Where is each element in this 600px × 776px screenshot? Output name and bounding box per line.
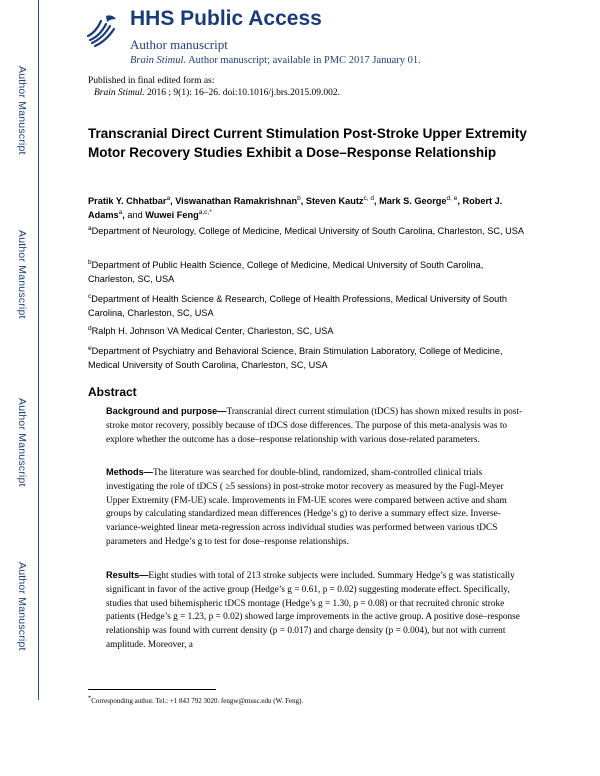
header-subtitle: Author manuscript bbox=[130, 37, 228, 52]
hhs-eagle-logo-icon bbox=[82, 10, 122, 50]
sidebar-label: Author Manuscript bbox=[16, 562, 28, 651]
affiliation: $^b$Department of Public Health Science, College of Medicine, Medical University of South Carolina, Charleston, SC, USA bbox=[88, 258, 484, 284]
author-name: Steven Kautz bbox=[305, 196, 364, 206]
abstract-background: Background and purpose—Transcranial direct current stimulation (tDCS) has shown mixed results in post-stroke motor recovery, possibly because of tDCS dose differences. The purpose of this meta-analysis was to explore whether the outcome has a dose–response relationship with various dose-related parameters. bbox=[106, 406, 523, 445]
affiliation: $^d$Ralph H. Johnson VA Medical Center, Charleston, SC, USA bbox=[88, 324, 334, 336]
author-name: Robert J. Adams bbox=[88, 196, 503, 220]
page-title: Transcranial Direct Current Stimulation Post-Stroke Upper Extremity Motor Recovery Studies Exhibit a Dose–Response Relationship bbox=[88, 126, 527, 160]
sidebar-label: Author Manuscript bbox=[16, 398, 28, 487]
affiliation: $^e$Department of Psychiatry and Behavioral Science, Brain Stimulation Laboratory, College of Medicine, Medical University of South Carolina, Charleston, SC, USA bbox=[88, 344, 503, 370]
sidebar-label: Author Manuscript bbox=[16, 66, 28, 155]
journal-availability: Brain Stimul. Author manuscript; available in PMC 2017 January 01. bbox=[130, 55, 421, 66]
author-name: Mark S. George bbox=[379, 196, 447, 206]
author-name: Pratik Y. Chhatbar bbox=[88, 196, 167, 206]
footnote-divider bbox=[88, 689, 216, 690]
abstract-heading: Abstract bbox=[88, 385, 137, 399]
affiliation: $^c$Department of Health Science & Research, College of Health Professions, Medical University of South Carolina, Charleston, SC, USA bbox=[88, 292, 507, 318]
publication-info: Published in final edited form as: Brain Stimul. 2016 ; 9(1): 16–26. doi:10.1016/j.brs.2015.09.002. bbox=[88, 76, 340, 98]
sidebar-divider bbox=[38, 0, 39, 700]
abstract-methods: Methods—The literature was searched for double-blind, randomized, sham-controlled clinical trials investigating the role of tDCS ( ≥5 sessions) in post-stroke motor recovery as measured by the Fugl-Meyer Upper Extremity (FM-UE) scale. Improvements in FM-UE scores were compared between active and sham groups by calculating standardized mean differences (Hedge’s g) to derive a summary effect size. Inverse-variance-weighted linear meta-regression across individual studies was performed between various tDCS parameters and Hedge’s g to test for dose–response relationships. bbox=[106, 467, 507, 547]
author-list: Pratik Y. Chhatbar$^a$, Viswanathan Ramakrishnan$^b$, Steven Kautz$^{c, d}$, Mark S. George$^{d, e}$, Robert J. Adams$^a$, and Wuwei Feng$^{a,c,*}$ bbox=[88, 194, 503, 220]
sidebar-label: Author Manuscript bbox=[16, 230, 28, 319]
header-title: HHS Public Access bbox=[130, 7, 322, 30]
author-name: Wuwei Feng bbox=[145, 210, 199, 220]
author-name: Viswanathan Ramakrishnan bbox=[175, 196, 298, 206]
abstract-results: Results—Eight studies with total of 213 stroke subjects were included. Summary Hedge’s g was statistically significant in favor of the active group (Hedge’s g = 0.61, p = 0.02) suggesting moderate effect. Specifically, studies that used bihemispheric tDCS montage (Hedge’s g = 1.30, p = 0.08) or that recruited chronic stroke patients (Hedge’s g = 1.23, p = 0.02) showed large improvements in the active group. A positive dose–response relationship was found with current density (p = 0.017) and charge density (p = 0.004), but not with current amplitude. Moreover, a bbox=[106, 570, 520, 650]
footnote: *Corresponding author. Tel.: +1 843 792 3020. fengw@musc.edu (W. Feng). bbox=[88, 694, 304, 705]
affiliation: $^a$Department of Neurology, College of Medicine, Medical University of South Carolina, Charleston, SC, USA bbox=[88, 224, 524, 236]
